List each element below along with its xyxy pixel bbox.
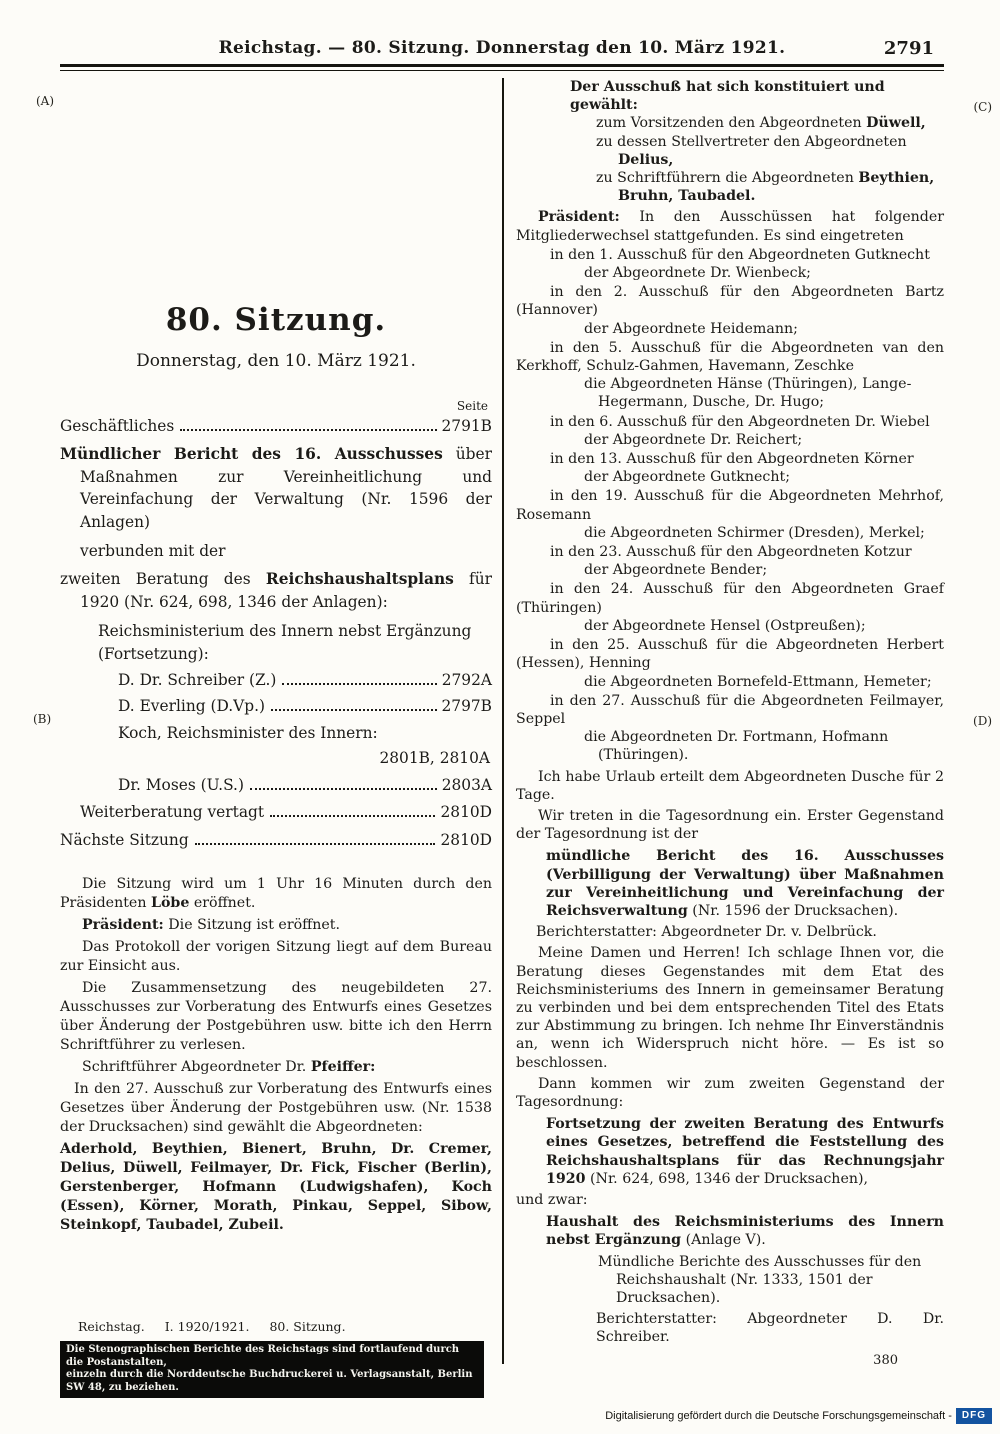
toc-entry-label: Weiterberatung vertagt xyxy=(80,803,265,822)
speaker-label: Präsident: xyxy=(82,916,164,933)
toc-entry-page: 2810D xyxy=(440,830,492,849)
dotted-leader xyxy=(270,815,435,817)
toc-speaker-name: D. Everling (D.Vp.) xyxy=(118,697,266,716)
subscription-notice-line1: Die Stenographischen Berichte des Reichstags sind fortlaufend durch die Postanstalten, xyxy=(66,1344,460,1368)
committee-change-item xyxy=(516,692,944,765)
margin-marker-d: (D) xyxy=(973,714,992,728)
toc-speaker-schreiber xyxy=(118,669,492,691)
text-run: zu dessen Stellvertreter den Abgeordneten xyxy=(596,133,907,150)
subscription-notice-box xyxy=(60,1341,484,1398)
toc-entry-verbunden: verbunden mit der xyxy=(80,542,226,561)
committee-change-new: die Abgeordneten Dr. Fortmann, Hofmann (Thüringen). xyxy=(584,729,889,764)
dotted-leader xyxy=(282,683,436,685)
member-name: Delius, xyxy=(618,151,674,168)
speaker-name: Löbe xyxy=(150,894,190,911)
margin-marker-a: (A) xyxy=(36,94,55,108)
speaker-name: Pfeiffer: xyxy=(310,1058,376,1075)
running-head xyxy=(60,38,944,62)
toc-entry-pre: zweiten Beratung des xyxy=(60,570,266,589)
toc-speaker-moses xyxy=(118,774,492,796)
toc-speaker-everling xyxy=(118,695,492,717)
member-name: Düwell, xyxy=(866,115,926,132)
toc-entry-rest: über Maßnahmen zur Vereinheitlichung und Vereinfachung der Verwaltung (Nr. 1596 der Anlagen) xyxy=(80,445,492,531)
committee-change-item xyxy=(516,543,944,579)
digitization-credit xyxy=(605,1408,992,1424)
agenda-item-berichte: Mündliche Berichte des Ausschusses für den Reichshaushalt (Nr. 1333, 1501 der Drucksachen). xyxy=(598,1253,922,1306)
speaker-label: Präsident: xyxy=(538,209,620,226)
committee-change-old: in den 24. Ausschuß für den Abgeordneten Graef (Thüringen) xyxy=(516,581,944,616)
right-column xyxy=(504,78,944,1402)
session-title: 80. Sitzung. xyxy=(165,302,387,338)
committee-change-old: in den 27. Ausschuß für die Abgeordneten Feilmayer, Seppel xyxy=(516,692,944,727)
dotted-leader xyxy=(271,709,436,711)
toc-speaker-koch-pages: 2801B, 2810A xyxy=(379,749,490,768)
agenda-item-bericht xyxy=(546,847,944,920)
toc-entry-label: Geschäftliches xyxy=(60,417,175,435)
collation-line xyxy=(60,1319,502,1334)
committee-change-old: in den 19. Ausschuß für die Abgeordneten Mehrhof, Rosemann xyxy=(516,488,944,523)
toc-speaker-page: 2792A xyxy=(441,671,492,690)
toc-entry-rest: für 1920 (Nr. 624, 698, 1346 der Anlagen): xyxy=(80,570,492,611)
paragraph-urlaub: Ich habe Urlaub erteilt dem Abgeordneten Dusche für 2 Tage. xyxy=(516,768,944,803)
committee-change-item xyxy=(516,246,944,282)
committee-change-old: in den 6. Ausschuß für den Abgeordneten Dr. Wiebel xyxy=(550,413,930,430)
digitization-credit-text: Digitalisierung gefördert durch die Deutsche Forschungsgemeinschaft - xyxy=(605,1410,952,1422)
committee-change-old: in den 23. Ausschuß für den Abgeordneten Kotzur xyxy=(550,544,912,561)
committee-change-old: in den 1. Ausschuß für den Abgeordneten Gutknecht xyxy=(550,246,930,263)
session-date: Donnerstag, den 10. März 1921. xyxy=(136,351,416,371)
dfg-logo: DFG xyxy=(956,1408,992,1424)
margin-marker-b: (B) xyxy=(33,712,52,726)
agenda-bold-text: mündliche Bericht des 16. Ausschusses (Verbilligung der Verwaltung) über Maßnahmen zur Vereinheitlichung und Vereinfachung der Reichsverwaltung xyxy=(546,848,944,919)
collation-part: 80. Sitzung. xyxy=(269,1319,346,1334)
text-run: In den Ausschüssen hat folgender Mitgliederwechsel stattgefunden. Es sind eingetreten xyxy=(516,209,944,244)
toc-speaker-page: 2797B xyxy=(441,697,492,716)
agenda-bold-text: Haushalt des Reichsministeriums des Innern nebst Ergänzung xyxy=(546,1214,944,1249)
page-number: 2791 xyxy=(883,38,934,59)
paragraph-mitgliederwechsel xyxy=(516,208,944,244)
text-run: zum Vorsitzenden den Abgeordneten xyxy=(596,115,867,132)
paragraph-schriftfuehrer xyxy=(60,1058,492,1077)
collation-part: I. 1920/1921. xyxy=(164,1319,250,1334)
toc-entry-page: 2810D xyxy=(440,803,492,822)
text-run: Schriftführer Abgeordneter Dr. xyxy=(82,1058,311,1075)
committee-change-item xyxy=(516,413,944,449)
toc-entry-bold: Mündlicher Bericht des 16. Ausschusses xyxy=(60,445,443,464)
und-zwar-line: und zwar: xyxy=(516,1191,588,1208)
committee-change-old: in den 2. Ausschuß für den Abgeordneten Bartz (Hannover) xyxy=(516,284,944,319)
text-run: Die Sitzung ist eröffnet. xyxy=(163,916,340,933)
committee-change-new: die Abgeordneten Schirmer (Dresden), Merkel; xyxy=(584,524,925,541)
toc-speaker-page: 2803A xyxy=(441,775,492,794)
member-name: Beythien, Bruhn, Taubadel. xyxy=(618,170,935,205)
committee-change-item xyxy=(516,450,944,486)
table-of-contents xyxy=(60,415,492,851)
member-name-list: Aderhold, Beythien, Bienert, Bruhn, Dr. Cremer, Delius, Düwell, Feilmayer, Dr. Fick, Fischer (Berlin), Gerstenberger, Hofmann (Ludwigshafen), Koch (Essen), Körner, Morath, Pinkau, Seppel, Sibow, Steinkopf, Taubadel, Zubeil. xyxy=(60,1140,492,1233)
committee-change-item xyxy=(516,580,944,635)
paragraph-tagesordnung-intro: Wir treten in die Tagesordnung ein. Erster Gegenstand der Tagesordnung ist der xyxy=(516,807,944,843)
toc-entry-bericht xyxy=(60,443,492,533)
committee-change-item xyxy=(516,283,944,338)
paragraph-ausschuss-wahl: In den 27. Ausschuß zur Vorberatung des Entwurfs eines Gesetzes über Änderung der Postgebühren usw. (Nr. 1538 der Drucksachen) sind gewählt die Abgeordneten: xyxy=(60,1080,492,1135)
committee-change-new: die Abgeordneten Hänse (Thüringen), Lange-Hegermann, Dusche, Dr. Hugo; xyxy=(584,376,912,411)
text-run: Die Sitzung wird um 1 Uhr 16 Minuten durch den Präsidenten xyxy=(60,875,492,911)
committee-change-new: der Abgeordnete Hensel (Ostpreußen); xyxy=(584,617,866,634)
header-double-rule xyxy=(60,64,944,71)
dotted-leader xyxy=(195,843,436,845)
paragraph-president-speech: Meine Damen und Herren! Ich schlage Ihnen vor, die Beratung dieses Gegenstandes mit dem Etat des Reichsministeriums des Innern in gemeinsamer Beratung zu verbinden und bei dem entsprechenden Titel des Etats zur Abstimmung zu bringen. Ich nehme Ihr Einverständnis an, wenn ich Widerspruch nicht höre. — Es ist so beschlossen. xyxy=(516,945,944,1071)
margin-marker-c: (C) xyxy=(973,100,992,114)
paragraph-protokoll: Das Protokoll der vorigen Sitzung liegt auf dem Bureau zur Einsicht aus. xyxy=(60,938,492,974)
committee-change-item xyxy=(516,339,944,412)
running-title: Reichstag. — 80. Sitzung. Donnerstag den 10. März 1921. xyxy=(218,38,786,58)
two-column-layout xyxy=(60,78,944,1402)
committee-deputy-line xyxy=(596,133,944,169)
signature-block xyxy=(60,1319,502,1398)
toc-seite-label: Seite xyxy=(456,399,488,413)
berichterstatter-schreiber: Berichterstatter: Abgeordneter D. Dr. Schreiber. xyxy=(596,1311,944,1346)
committee-change-old: in den 25. Ausschuß für die Abgeordneten Herbert (Hessen), Henning xyxy=(516,637,944,672)
committee-secretaries-line xyxy=(596,169,944,205)
agenda-bold-text: Fortsetzung der zweiten Beratung des Entwurfs eines Gesetzes, betreffend die Feststellung des Reichshaushaltsplans für das Rechnungsjahr 1920 xyxy=(546,1116,944,1187)
toc-entry-geschaeftliches xyxy=(60,415,492,437)
paragraph-president-opened xyxy=(60,916,492,935)
toc-entry-beratung xyxy=(60,568,492,613)
toc-speaker-name: D. Dr. Schreiber (Z.) xyxy=(118,671,277,690)
toc-entry-naechste-sitzung xyxy=(60,829,492,851)
agenda-reference: (Anlage V). xyxy=(681,1232,766,1249)
committee-change-new: der Abgeordnete Heidemann; xyxy=(584,320,798,337)
agenda-item-haushalt xyxy=(546,1213,944,1249)
dotted-leader xyxy=(180,429,436,431)
committee-change-new: der Abgeordnete Dr. Reichert; xyxy=(584,431,803,448)
toc-speaker-name: Koch, Reichsminister des Innern: xyxy=(118,723,378,742)
toc-speaker-koch xyxy=(118,722,492,744)
committee-change-new: der Abgeordnete Gutknecht; xyxy=(584,469,790,486)
text-run: zu Schriftführern die Abgeordneten xyxy=(596,170,859,187)
paragraph-zusammensetzung: Die Zusammensetzung des neugebildeten 27. Ausschusses zur Vorberatung des Entwurfs eines Gesetzes über Änderung der Postgebühren usw. bitte ich den Herrn Schriftführer zu verlesen. xyxy=(60,979,492,1053)
signature-number: 380 xyxy=(873,1352,898,1368)
agenda-item-fortsetzung xyxy=(546,1115,944,1188)
committee-change-new: die Abgeordneten Bornefeld-Ettmann, Hemeter; xyxy=(584,673,932,690)
dotted-leader xyxy=(250,788,437,790)
agenda-reference: (Nr. 1596 der Drucksachen). xyxy=(687,902,899,919)
toc-entry-bold: Reichshaushaltsplans xyxy=(265,570,454,589)
paragraph-zweiter-gegenstand: Dann kommen wir zum zweiten Gegenstand der Tagesordnung: xyxy=(516,1075,944,1110)
committee-chair-line xyxy=(596,114,944,132)
text-run: eröffnet. xyxy=(189,894,256,911)
agenda-reference: (Nr. 624, 698, 1346 der Drucksachen), xyxy=(585,1170,869,1187)
subscription-notice-line2: einzeln durch die Norddeutsche Buchdruckerei u. Verlagsanstalt, Berlin SW 48, zu beziehen. xyxy=(66,1369,473,1393)
committee-change-old: in den 5. Ausschuß für die Abgeordneten van den Kerkhoff, Schulz-Gahmen, Havemann, Zeschke xyxy=(516,339,944,375)
committee-change-new: der Abgeordnete Bender; xyxy=(584,562,768,579)
committee-change-old: in den 13. Ausschuß für den Abgeordneten Körner xyxy=(550,451,914,468)
committee-change-item xyxy=(516,636,944,691)
left-body-text xyxy=(60,875,492,1235)
collation-part: Reichstag. xyxy=(78,1319,145,1334)
toc-entry-label: Nächste Sitzung xyxy=(60,830,189,849)
toc-entry-weiterberatung xyxy=(80,801,492,823)
committee-change-new: der Abgeordnete Dr. Wienbeck; xyxy=(584,265,811,282)
committee-constituted-intro: Der Ausschuß hat sich konstituiert und gewählt: xyxy=(570,79,885,114)
paragraph-session-opening xyxy=(60,875,492,913)
toc-entry-ministerium: Reichsministerium des Innern nebst Ergänzung (Fortsetzung): xyxy=(98,622,472,663)
berichterstatter-delbrueck: Berichterstatter: Abgeordneter Dr. v. Delbrück. xyxy=(536,924,877,941)
committee-change-item xyxy=(516,487,944,542)
left-column xyxy=(60,78,502,1402)
toc-entry-page: 2791B xyxy=(441,417,492,435)
toc-speaker-name: Dr. Moses (U.S.) xyxy=(118,775,244,794)
